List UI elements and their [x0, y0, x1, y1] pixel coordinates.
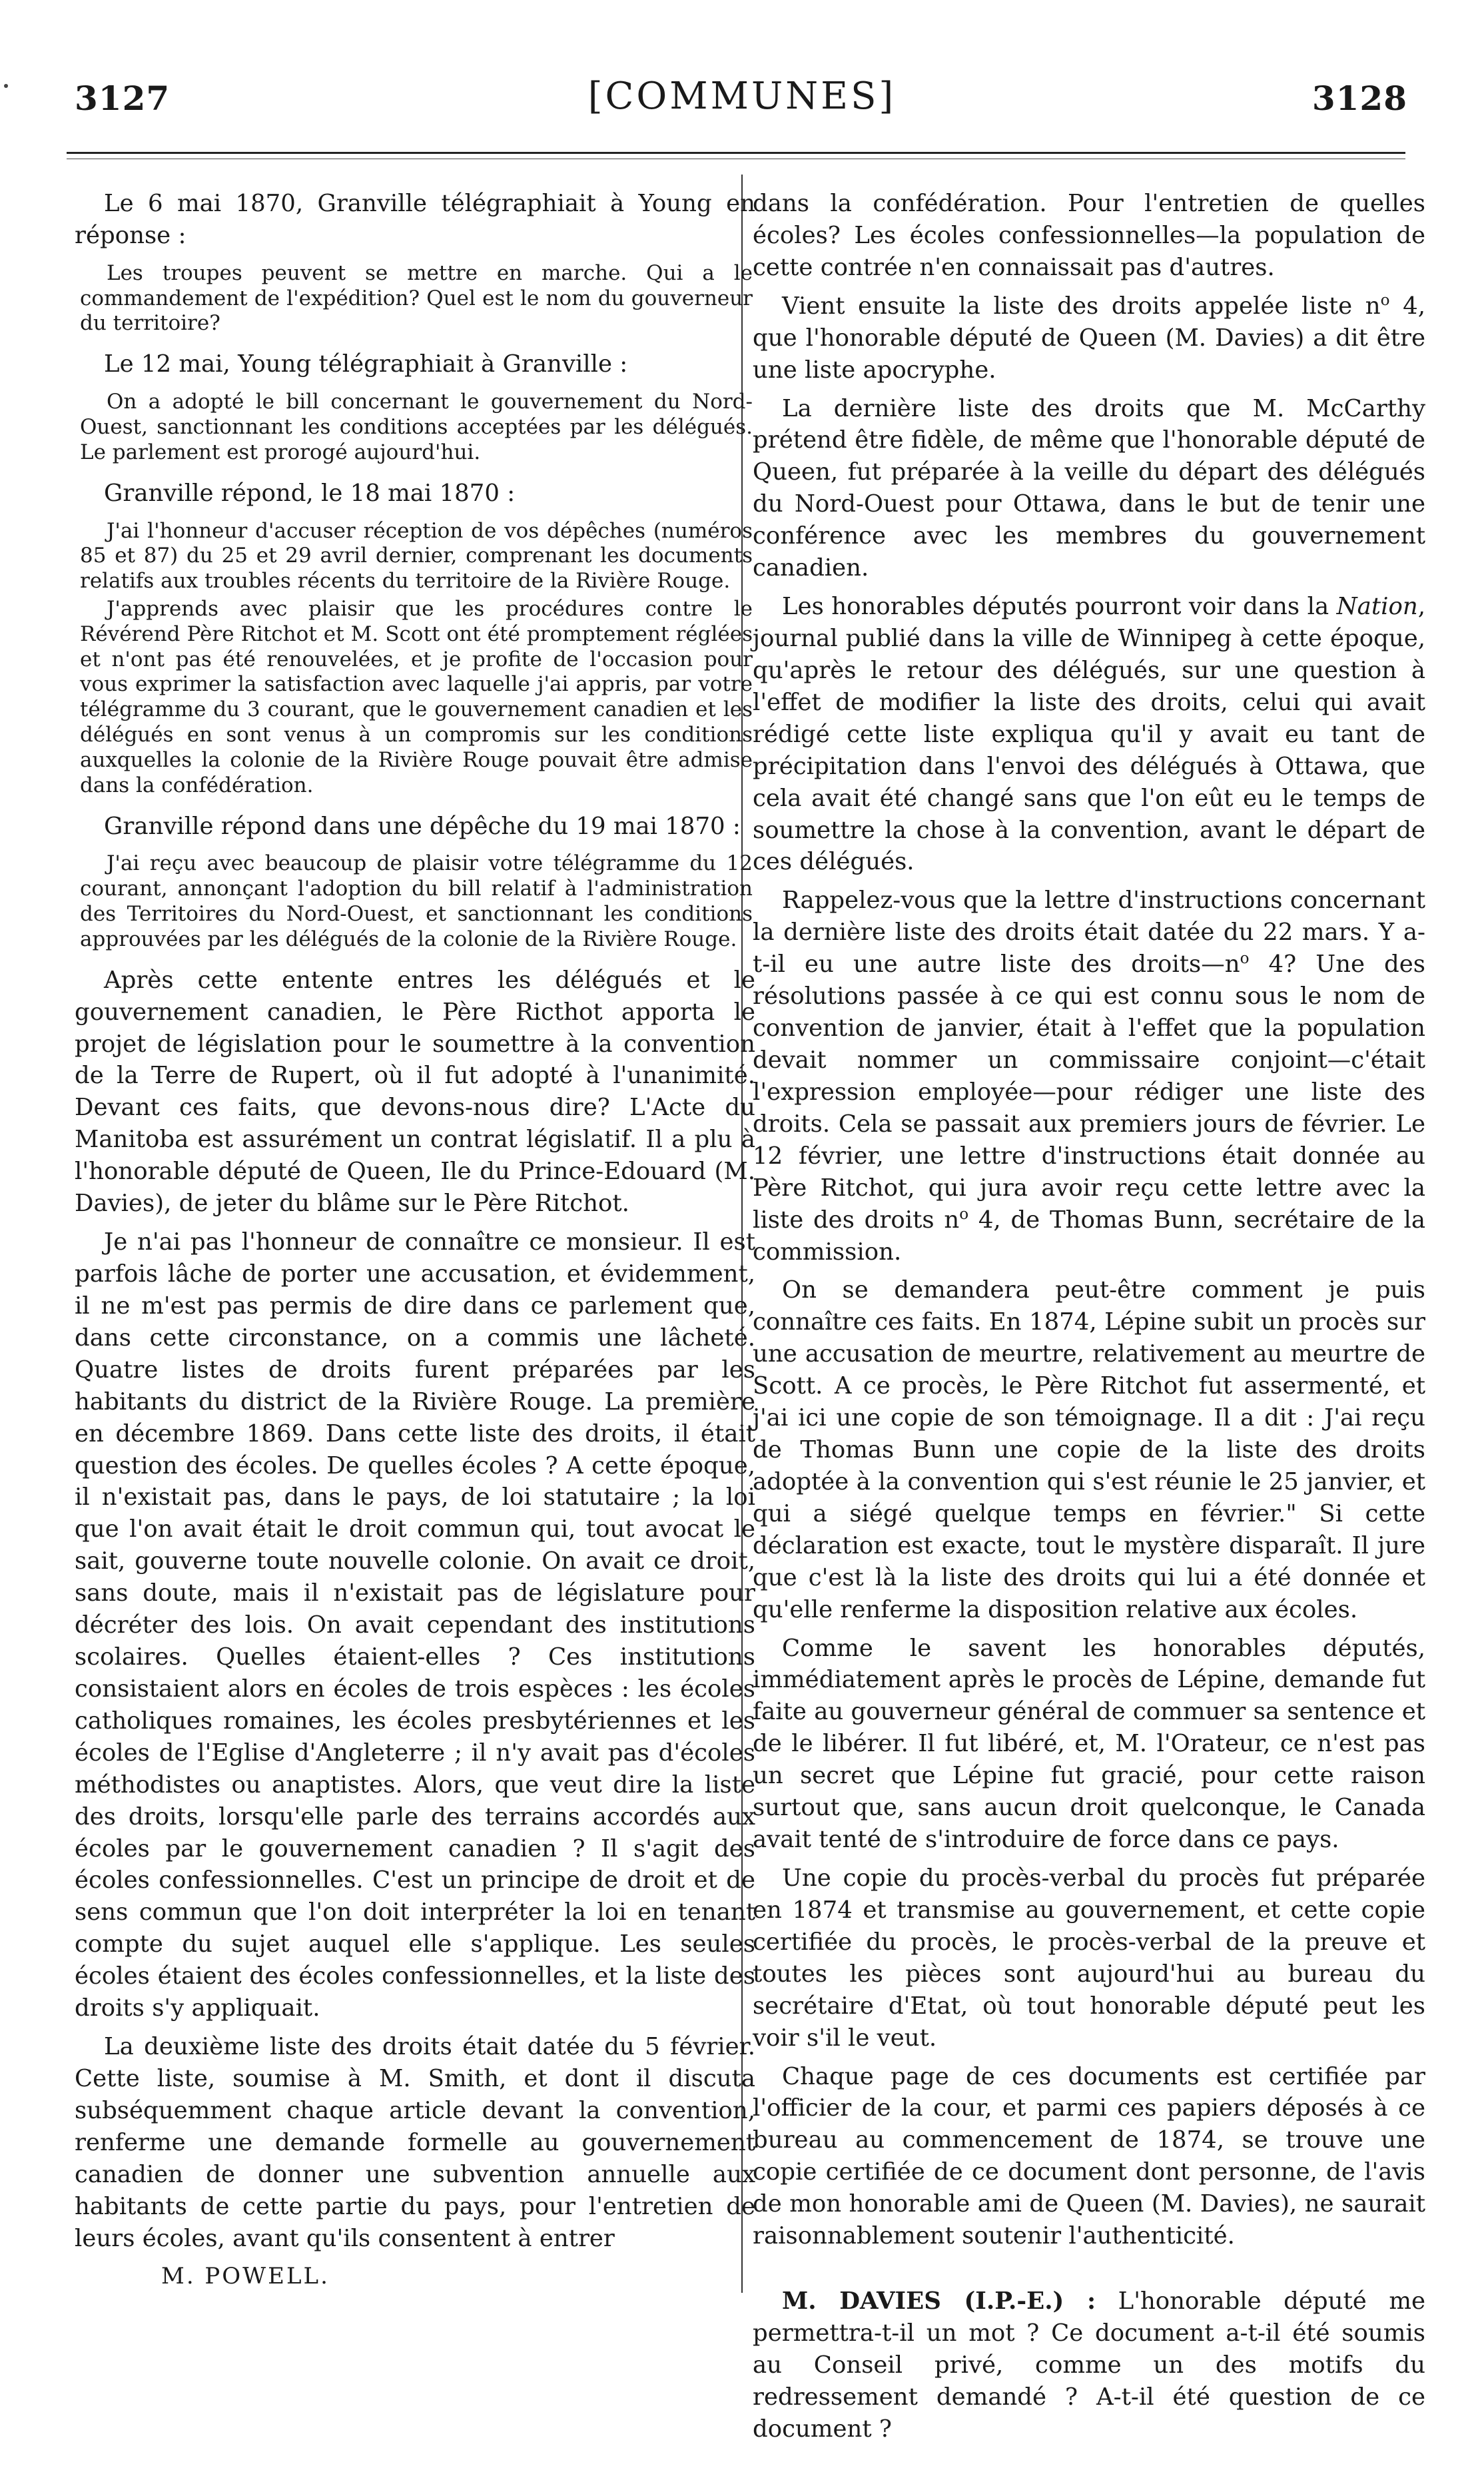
paragraph: On se demandera peut-être comment je puis connaître ces faits. En 1874, Lépine subit un procès sur une accusation de meurtre, relativement au meurtre de Scott. A ce procès, le Père Ritchot fut assermenté, et j'ai ici une copie de son témoignage. Il a dit : J'ai reçu de Thomas Bunn une copie de la liste des droits adoptée à la convention qui s'est réunie le 25 janvier, et qui a siégé quelque temps en février." Si cette déclaration est exacte, tout le mystère disparaît. Il jure que c'est là la liste des droits qui lui a été donnée et qu'elle renferme la disposition relative aux écoles.: [753, 1276, 1425, 1623]
newspaper-title: Nation: [1336, 593, 1418, 621]
paragraph-interjection: M. DAVIES (I.P.-E.) : L'honorable député me permettra-t-il un mot ? Ce document a-t-il été soumis au Conseil privé, comme un des motifs du redressement demandé ? A-t-il été question de ce document ?: [753, 2287, 1425, 2443]
page-number-left: 3127: [75, 79, 171, 118]
paragraph: dans la confédération. Pour l'entretien de quelles écoles? Les écoles confessionnelles—la population de cette contrée n'en connaissait pas d'autres.: [753, 190, 1425, 281]
paragraph: Chaque page de ces documents est certifiée par l'officier de la cour, et parmi ces papiers déposés à ce bureau au commencement de 1874, se trouve une copie certifiée de ce document dont personne, de l'avis de mon honorable ami de Queen (M. Davies), ne saurait raisonnablement soutenir l'authenticité.: [753, 2062, 1425, 2250]
paragraph: La deuxième liste des droits était datée du 5 février. Cette liste, soumise à M. Smith, et dont il discuta subséquemment chaque article devant la convention, renferme une demande formelle au gouvernement canadien de donner une subvention annuelle aux habitants de cette partie du pays, pour l'entretien de leurs écoles, avant qu'ils consentent à entrer: [75, 2033, 755, 2252]
quoted-telegram: [75, 390, 755, 465]
quoted-dispatch: [75, 851, 755, 952]
scan-speck: [4, 84, 8, 88]
paragraph: Le 12 mai, Young télégraphiait à Granville :: [104, 350, 628, 378]
speaker-signature: M. POWELL.: [161, 2262, 330, 2289]
paragraph: Comme le savent les honorables députés, immédiatement après le procès de Lépine, demande fut faite au gouverneur général de commuer sa sentence et de le libérer. Il fut libéré, et, M. l'Orateur, ce n'est pas un secret que Lépine fut gracié, pour cette raison surtout que, sans aucun droit quelconque, le Canada avait tenté de s'introduire de force dans ce pays.: [753, 1634, 1425, 1854]
paragraph: La dernière liste des droits que M. McCarthy prétend être fidèle, de même que l'honorable député de Queen, fut préparée à la veille du départ des délégués du Nord-Ouest pour Ottawa, dans le but de tenir une conférence avec les membres du gouvernement canadien.: [753, 394, 1425, 582]
quote-text: J'ai reçu avec beaucoup de plaisir votre télégramme du 12 courant, annonçant l'adoption du bill relatif à l'administration des Territoires du Nord-Ouest, et sanctionnant les conditions approuvées par les délégués de la colonie de la Rivière Rouge.: [80, 851, 753, 951]
paragraph: Je n'ai pas l'honneur de connaître ce monsieur. Il est parfois lâche de porter une accusation, et évidemment, il ne m'est pas permis de dire dans ce parlement que, dans cette circonstance, on a commis une lâcheté. Quatre listes de droits furent préparées par les habitants du district de la Rivière Rouge. La première en décembre 1869. Dans cette liste des droits, il était question des écoles. De quelles écoles ? A cette époque, il n'existait pas, dans le pays, de loi statutaire ; la loi que l'on avait était le droit commun qui, tout avocat le sait, gouverne toute nouvelle colonie. On avait ce droit, sans doute, mais il n'existait pas de législature pour décréter des lois. On avait cependant des institutions scolaires. Quelles étaient-elles ? Ces institutions consistaient alors en écoles de trois espèces : les écoles catholiques romaines, les écoles presbytériennes et les écoles de l'Eglise d'Angleterre ; il n'y avait pas d'écoles méthodistes ou anaptistes. Alors, que veut dire la liste des droits, lorsqu'elle parle des terrains accordés aux écoles par le gouvernement canadien ? Il s'agit des écoles confessionnelles. C'est un principe de droit et de sens commun que l'on doit interpréter la loi en tenant compte du sujet auquel elle s'applique. Les seules écoles étaient des écoles confessionnelles, et la liste des droits s'y appliquait.: [75, 1228, 755, 2022]
left-column: [75, 188, 755, 2291]
paragraph: Granville répond, le 18 mai 1870 :: [104, 479, 516, 507]
quote-text: On a adopté le bill concernant le gouvernement du Nord-Ouest, sanctionnant les conditions acceptées par les délégués. Le parlement est prorogé aujourd'hui.: [80, 390, 753, 464]
quoted-telegram: [75, 261, 755, 336]
spacer: [753, 2259, 1425, 2285]
paragraph: Après cette entente entres les délégués et le gouvernement canadien, le Père Ricthot apporta le projet de législation pour le soumettre à la convention de la Terre de Rupert, où il fut adopté à l'unanimité. Devant ces faits, que devons-nous dire? L'Acte du Manitoba est assurément un contrat législatif. Il a plu à l'honorable député de Queen, Ile du Prince-Edouard (M. Davies), de jeter du blâme sur le Père Ritchot.: [75, 966, 755, 1218]
speaker-name: M. DAVIES (I.P.-E.) :: [782, 2287, 1096, 2315]
paragraph: Les honorables députés pourront voir dans la Nation, journal publié dans la ville de Winnipeg à cette époque, qu'après le retour des délégués, sur une question à l'effet de modifier la liste des droits, celui qui avait rédigé cette liste expliqua qu'il y avait eu tant de précipitation dans l'envoi des délégués à Ottawa, que cela avait été changé sans que l'on eût eu le temps de soumettre la chose à la convention, avant le départ de ces délégués.: [753, 593, 1425, 876]
page-number-right: 3128: [1311, 79, 1407, 118]
paragraph: Granville répond dans une dépêche du 19 mai 1870 :: [104, 812, 741, 840]
paragraph: Vient ensuite la liste des droits appelée liste $n^o$ 4, que l'honorable député de Queen (M. Davies) a dit être une liste apocryphe.: [753, 291, 1425, 384]
paragraph: Une copie du procès-verbal du procès fut préparée en 1874 et transmise au gouvernement, et cette copie certifiée du procès, le procès-verbal de la preuve et toutes les pièces sont aujourd'hui au bureau du secrétaire d'Etat, où tout honorable député peut les voir s'il le veut.: [753, 1864, 1425, 2052]
paragraph: Le 6 mai 1870, Granville télégraphiait à Young en réponse :: [75, 190, 755, 249]
running-head-title: [COMMUNES]: [587, 75, 897, 118]
quote-text: Les troupes peuvent se mettre en marche. Qui a le commandement de l'expédition? Quel est le nom du gouverneur du territoire?: [80, 260, 753, 336]
header-rule: [67, 152, 1405, 154]
quote-text: J'ai l'honneur d'accuser réception de vos dépêches (numéros 85 et 87) du 25 et 29 avril dernier, comprenant les documents relatifs aux troubles récents du territoire de la Rivière Rouge.: [80, 518, 753, 594]
right-column: [753, 188, 1425, 2452]
quote-text: J'apprends avec plaisir que les procédures contre le Révérend Père Ritchot et M. Scott ont été promptement réglées et n'ont pas été renouvelées, et je profite de l'occasion pour vous exprimer la satisfaction avec laquelle j'ai appris, par votre télégramme du 3 courant, que le gouvernement canadien et les délégués en sont venus à un compromis sur les conditions auxquelles la colonie de la Rivière Rouge pouvait être admise dans la confédération.: [80, 597, 753, 797]
page-header: [0, 0, 1484, 160]
paragraph: Rappelez-vous que la lettre d'instructions concernant la dernière liste des droits était datée du 22 mars. Y a-t-il eu une autre liste des $droits—n^o$ 4? Une des résolutions passée à ce qui est connu sous le nom de convention de janvier, était à l'effet que la population devait nommer un commissaire conjoint—c'était l'expression employée—pour rédiger une liste des droits. Cela se passait aux premiers jours de février. Le 12 février, une lettre d'instructions était donnée au Père Ritchot, qui jura avoir reçu cette lettre avec la liste des droits $n^o$ 4, de Thomas Bunn, secrétaire de la commission.: [753, 887, 1426, 1266]
quoted-dispatch: [75, 519, 755, 799]
